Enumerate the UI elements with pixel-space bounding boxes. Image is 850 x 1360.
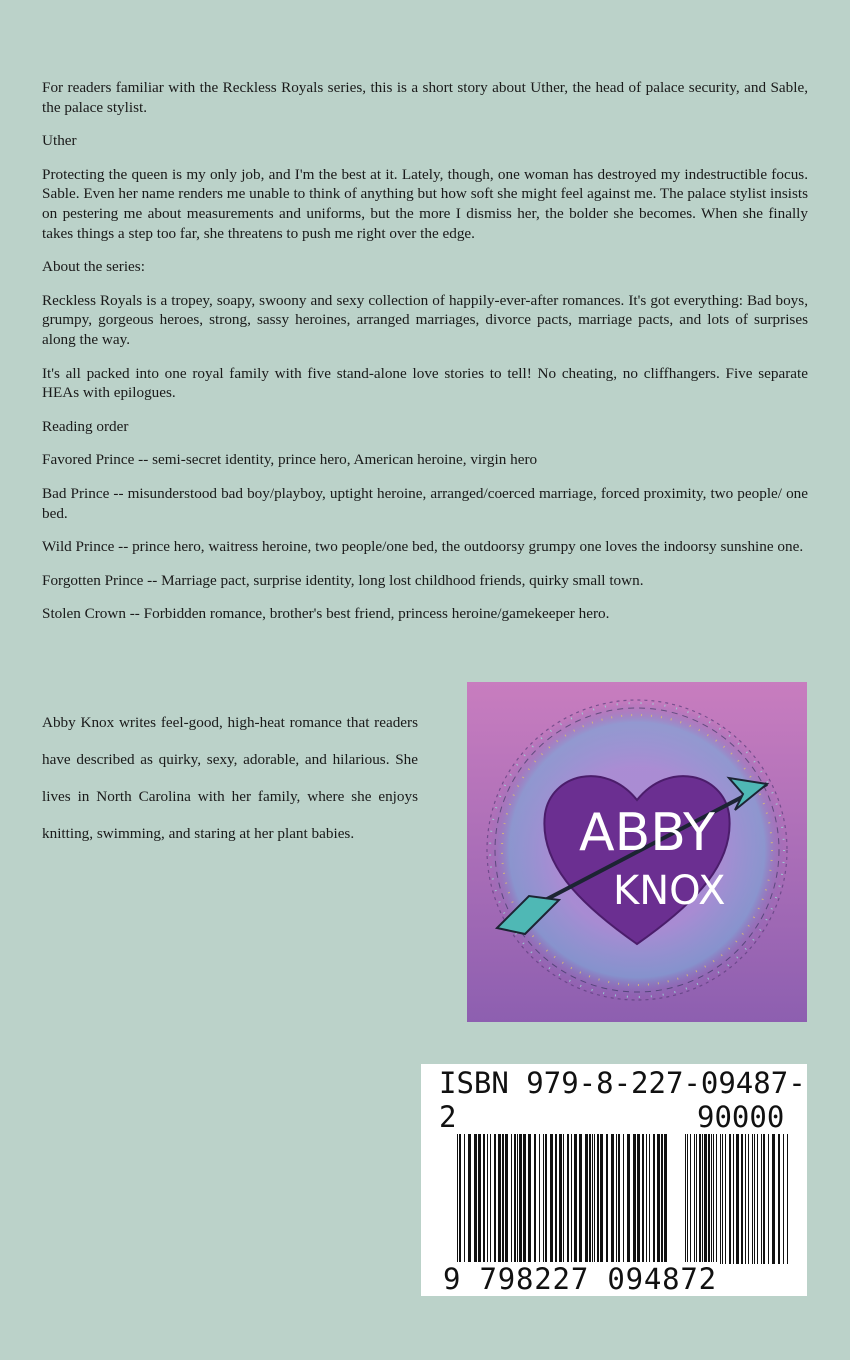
- series-heading: About the series:: [42, 258, 145, 276]
- story-paragraph: Protecting the queen is my only job, and I'm the best at it. Lately, though, one woman has destroyed my indestructible focus. Sable. Even her name renders me unable to think of anything but how soft she might feel against me. The palace stylist insists on pestering me about measurements and uniforms, but the more I dismiss her, the bolder she becomes. When she finally takes things a step too far, she threatens to push me right over the edge.: [42, 165, 808, 242]
- intro-paragraph: For readers familiar with the Reckless Royals series, this is a short story about Uther, the head of palace security, and Sable, the palace stylist.: [42, 79, 808, 116]
- barcode-digits: 9 798227 094872: [443, 1262, 717, 1296]
- author-bio: Abby Knox writes feel-good, high-heat romance that readers have described as quirky, sexy, adorable, and hilarious. She lives in North Carolina with her family, where she enjoys knitting, swimming, and staring at her plant babies.: [42, 714, 418, 842]
- isbn-label: ISBN 979-8-227-09487-2: [439, 1066, 806, 1134]
- isbn-barcode: [421, 1064, 807, 1296]
- logo-text-abby: ABBY: [579, 803, 715, 863]
- book-item: Favored Prince -- semi-secret identity, prince hero, American heroine, virgin hero: [42, 451, 538, 469]
- price-code: 90000: [697, 1100, 785, 1134]
- series-note: It's all packed into one royal family with five stand-alone love stories to tell! No cheating, no cliffhangers. Five separate HEAs with epilogues.: [42, 364, 808, 402]
- book-item: Forgotten Prince -- Marriage pact, surprise identity, long lost childhood friends, quirky small town.: [42, 571, 644, 589]
- book-item: Wild Prince -- prince hero, waitress heroine, two people/one bed, the outdoorsy grumpy one loves the indoorsy sunshine one.: [42, 538, 804, 556]
- author-logo: [467, 682, 807, 1022]
- reading-order-heading: Reading order: [42, 417, 129, 435]
- book-item: Stolen Crown -- Forbidden romance, brother's best friend, princess heroine/gamekeeper hero.: [42, 605, 610, 623]
- book-item: Bad Prince -- misunderstood bad boy/playboy, uptight heroine, arranged/coerced marriage, forced proximity, two people/ one bed.: [42, 484, 808, 522]
- book-blurb: [42, 78, 808, 638]
- price-barcode-bars: [685, 1134, 791, 1264]
- series-description: Reckless Royals is a tropey, soapy, swoony and sexy collection of happily-ever-after romances. It's got everything: Bad boys, grumpy, gorgeous heroes, strong, sassy heroines, arranged marriages, divorce pacts, marriage pacts, and lots of surprises along the way.: [42, 291, 808, 348]
- barcode-bars: [457, 1134, 671, 1264]
- logo-text-knox: KNOX: [613, 868, 726, 914]
- pov-heading: Uther: [42, 132, 77, 150]
